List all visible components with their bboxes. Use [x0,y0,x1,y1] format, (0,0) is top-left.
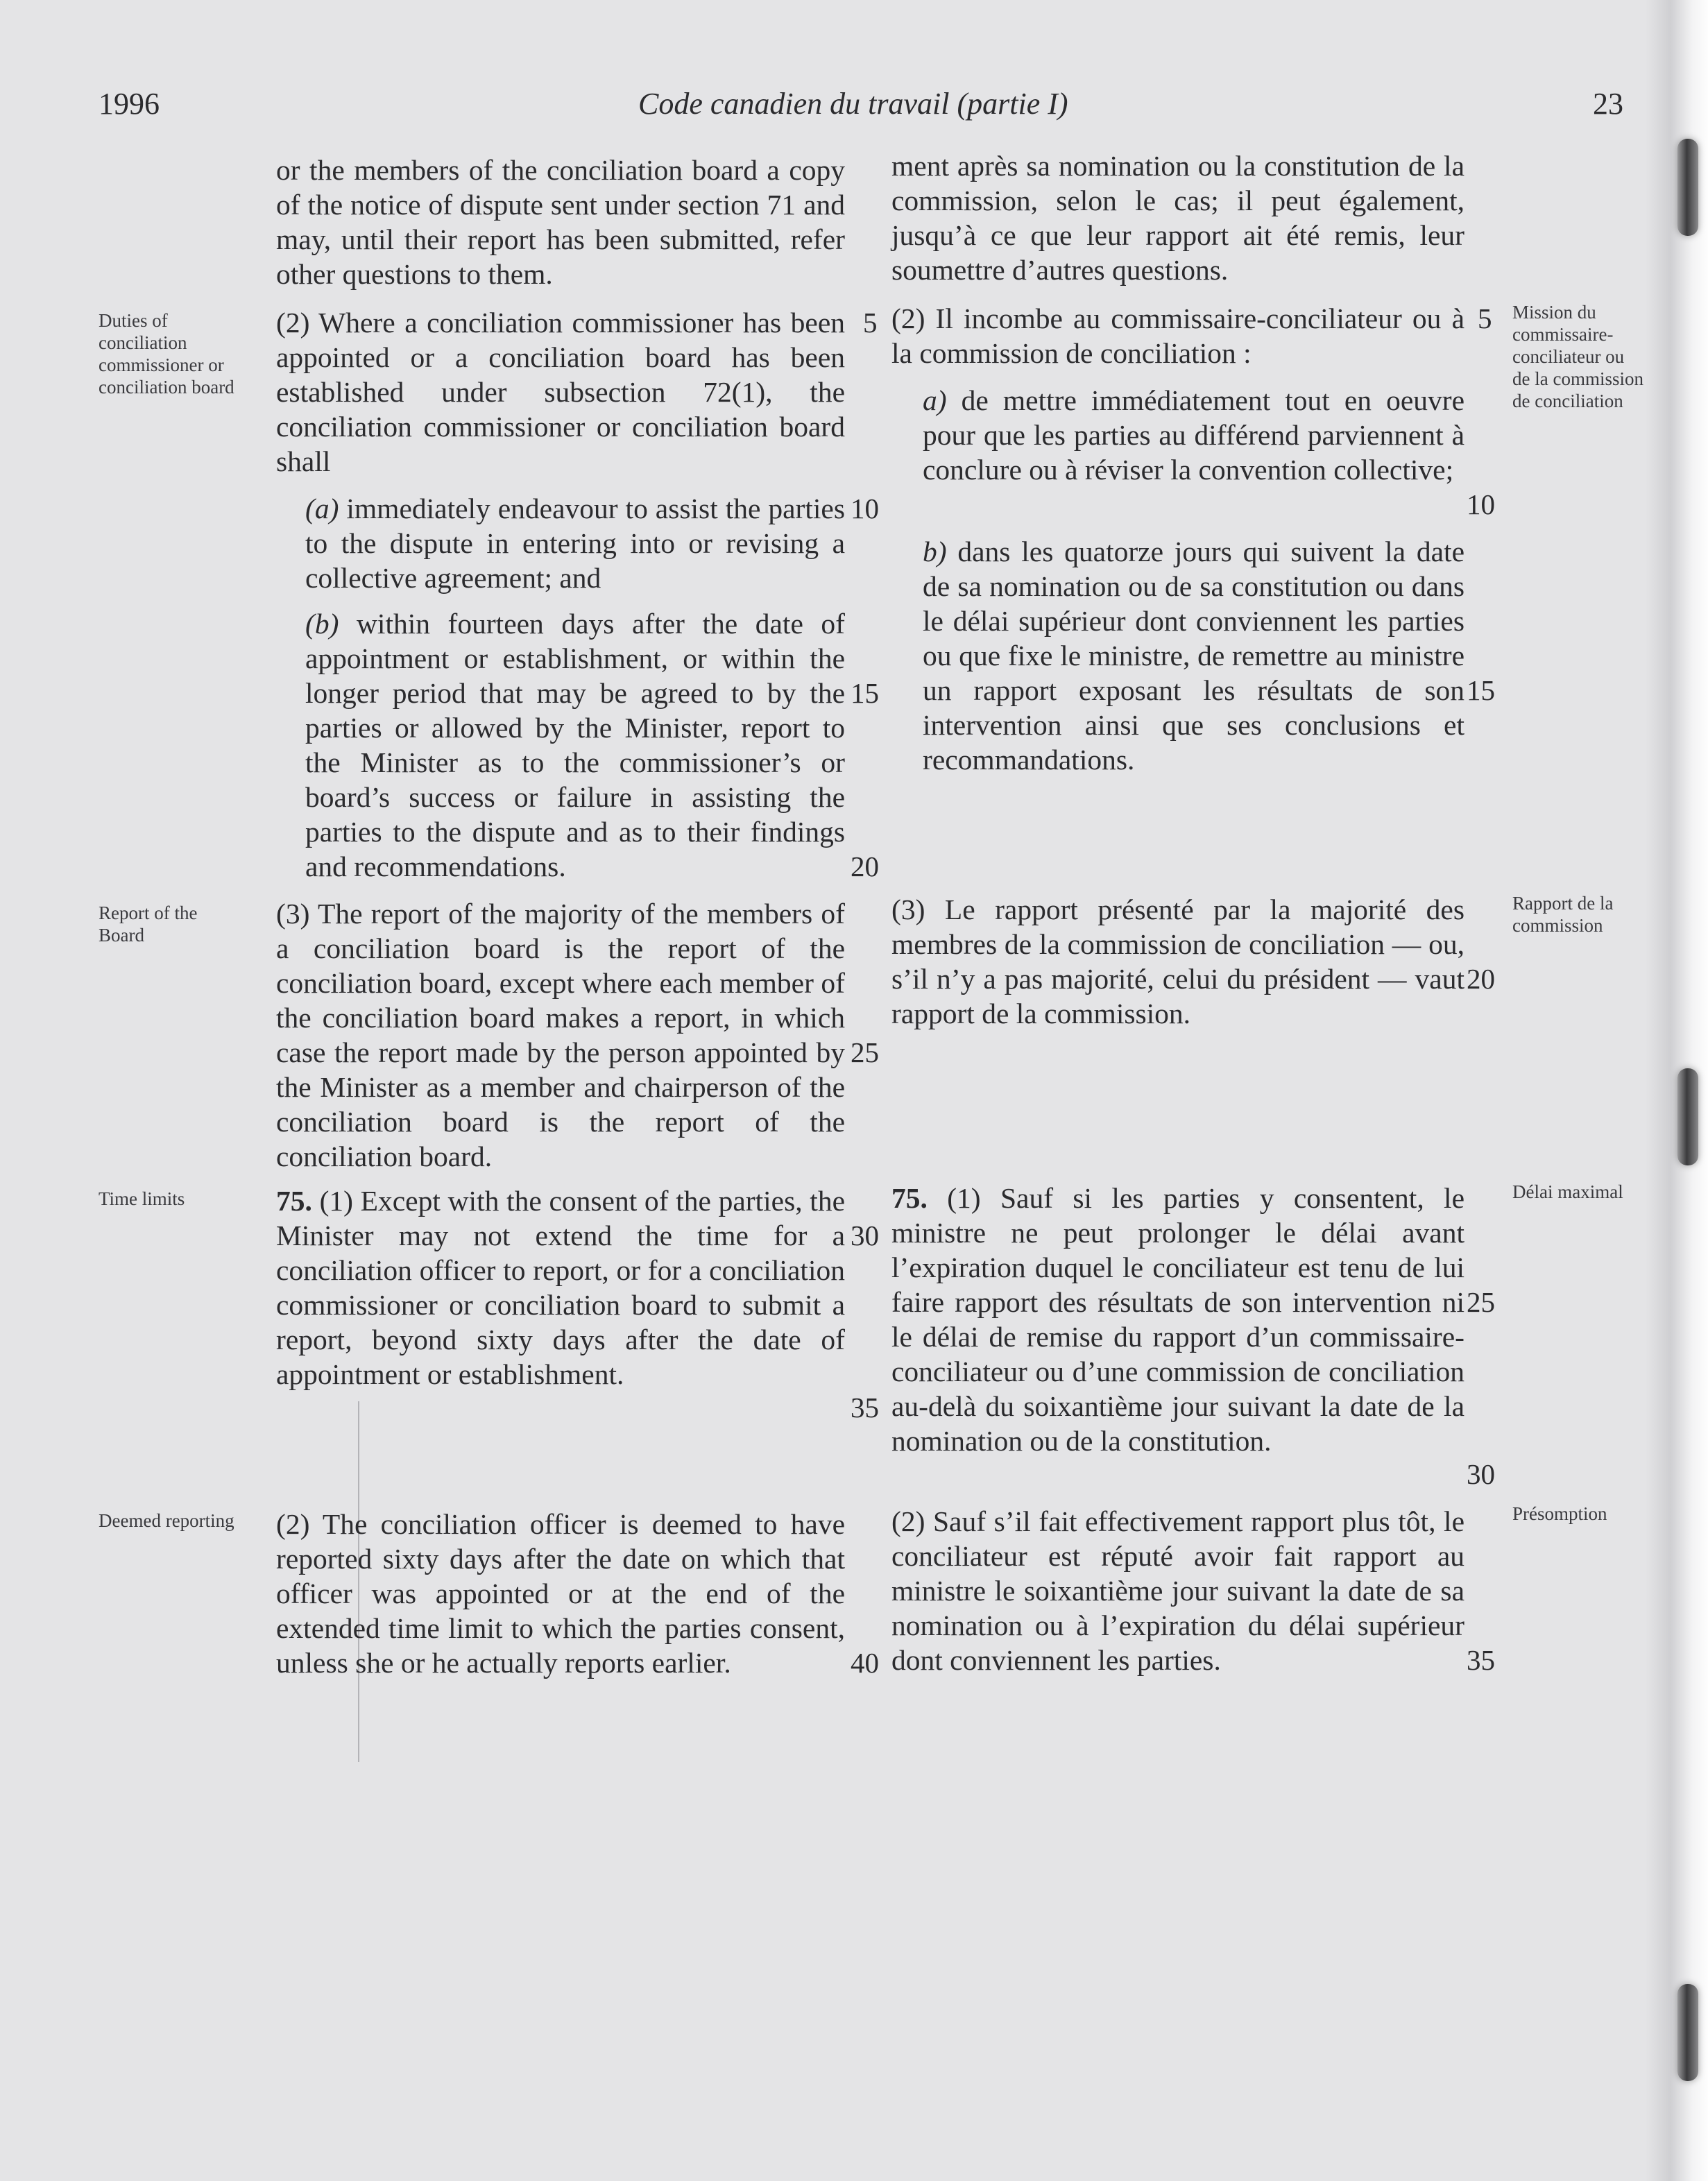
margin-note-delai: Délai maximal [1512,1181,1623,1202]
margin-note-mission: Mission du commissaire-conciliateur ou de la commission de conciliation [1512,302,1643,411]
en-paragraph-continuation: or the members of the conciliation board a copy of the notice of dispute sent under section 71 and may, until their report has been submitted, refer other questions to them. [276,154,845,290]
en-line-number: 25 [851,1036,879,1068]
en-line-number: 35 [851,1392,879,1423]
fr-line-number: 35 [1467,1644,1495,1676]
en-section-number: 75. [276,1185,312,1217]
fr-paragraph-b: b) dans les quatorze jours qui suivent la date de sa nomination ou de sa constitution ou dans le délai supérieur dont conviennent les parties ou que fixe le ministre, de remettre au ministre un rapport exposant les résultats de son intervention ainsi que ses conclusions et recommandations. [923,536,1465,776]
margin-note-time-limits: Time limits [99,1188,185,1209]
margin-note-duties: Duties of conciliation commissioner or conciliation board [99,310,234,397]
fr-line-number: 5 [1478,302,1492,334]
fr-line-number: 10 [1467,488,1495,520]
en-line-number: 5 [863,307,878,339]
en-label-b: (b) [305,608,339,640]
fr-section-number: 75. [891,1182,928,1214]
page-number: 23 [1593,87,1623,121]
binder-hole [1677,139,1698,236]
fr-paragraph-a: a) de mettre immédiatement tout en oeuvre pour que les parties au différend parviennent à conclure ou à réviser la convention collective; [923,384,1464,486]
binder-hole [1677,1068,1698,1165]
en-line-number: 15 [851,677,879,709]
en-section-75-2: (2) The conciliation officer is deemed to have reported sixty days after the date on which that officer was appointed or at the end of the extended time limit to which the parties consent, unless she or he actually reports earlier. [276,1508,845,1679]
en-section-75-1: 75. (1) Except with the consent of the parties, the Minister may not extend the time for a conciliation officer to report, or for a conciliation commissioner or conciliation board to submit a report, beyond sixty days after the date of appointment or establishment. [276,1185,845,1390]
fr-label-a: a) [923,384,947,416]
fr-line-number: 15 [1467,674,1495,706]
en-line-number: 40 [851,1647,879,1679]
en-paragraph-72-2: (2) Where a conciliation commissioner has been appointed or a conciliation board has been established under subsection 72(1), the conciliation commissioner or conciliation board shall [276,307,845,477]
margin-note-rapport: Rapport de la commission [1512,893,1614,936]
margin-note-presomption: Présomption [1512,1503,1607,1524]
header-title: Code canadien du travail (partie I) [638,87,1068,121]
fr-line-number: 20 [1467,963,1495,995]
margin-note-deemed: Deemed reporting [99,1510,234,1531]
fr-paragraph-72-2: (2) Il incombe au commissaire-conciliateur ou à la commission de conciliation : [891,302,1464,369]
en-paragraph-a: (a) immediately endeavour to assist the parties to the dispute in entering into or revising a collective agreement; and [305,493,845,594]
fr-section-75-2: (2) Sauf s’il fait effectivement rapport plus tôt, le conciliateur est réputé avoir fait rapport au ministre le soixantième jour suivant la date de sa nomination ou à l’expiration du délai supérieur dont conviennent les parties. [891,1505,1464,1676]
margin-note-report: Report of the Board [99,903,198,946]
en-line-number: 10 [851,493,879,524]
fr-label-b: b) [923,536,947,567]
en-line-number: 20 [851,850,879,882]
fr-line-number: 30 [1467,1458,1495,1490]
page-edge [1646,0,1708,2181]
fr-paragraph-72-3: (3) Le rapport présenté par la majorité des membres de la commission de conciliation — ou, s’il n’y a pas majorité, celui du président — vaut rapport de la commission. [891,893,1464,1029]
en-line-number: 30 [851,1220,879,1251]
fr-line-number: 25 [1467,1286,1495,1318]
header-year: 1996 [99,87,160,121]
en-paragraph-72-3: (3) The report of the majority of the members of a conciliation board is the report of the conciliation board, except where each member of the conciliation board makes a report, in which case the report made by the person appointed by the Minister as a member and chairperson of the conciliation board is the report of the conciliation board. [276,898,845,1172]
binder-hole [1677,1984,1698,2081]
fr-paragraph-continuation: ment après sa nomination ou la constitution de la commission, selon le cas; il peut également, jusqu’à ce que leur rapport ait été remis, leur soumettre d’autres questions. [891,150,1464,286]
en-label-a: (a) [305,493,339,524]
fr-section-75-1: 75. (1) Sauf si les parties y consentent, le ministre ne peut prolonger le délai avant l’expiration duquel le conciliateur est tenu de lui faire rapport des résultats de son intervention ni le délai de remise du rapport d’un commissaire-conciliateur ou d’une commission de conciliation au-delà du soixantième jour suivant la date de la nomination ou de la constitution. [891,1182,1465,1457]
en-paragraph-b: (b) within fourteen days after the date of appointment or establishment, or within the longer period that may be agreed to by the parties or allowed by the Minister, report to the Minister as to the commissioner’s or board’s success or failure in assisting the parties to the dispute and as to their findings and recommendations. [305,608,845,882]
